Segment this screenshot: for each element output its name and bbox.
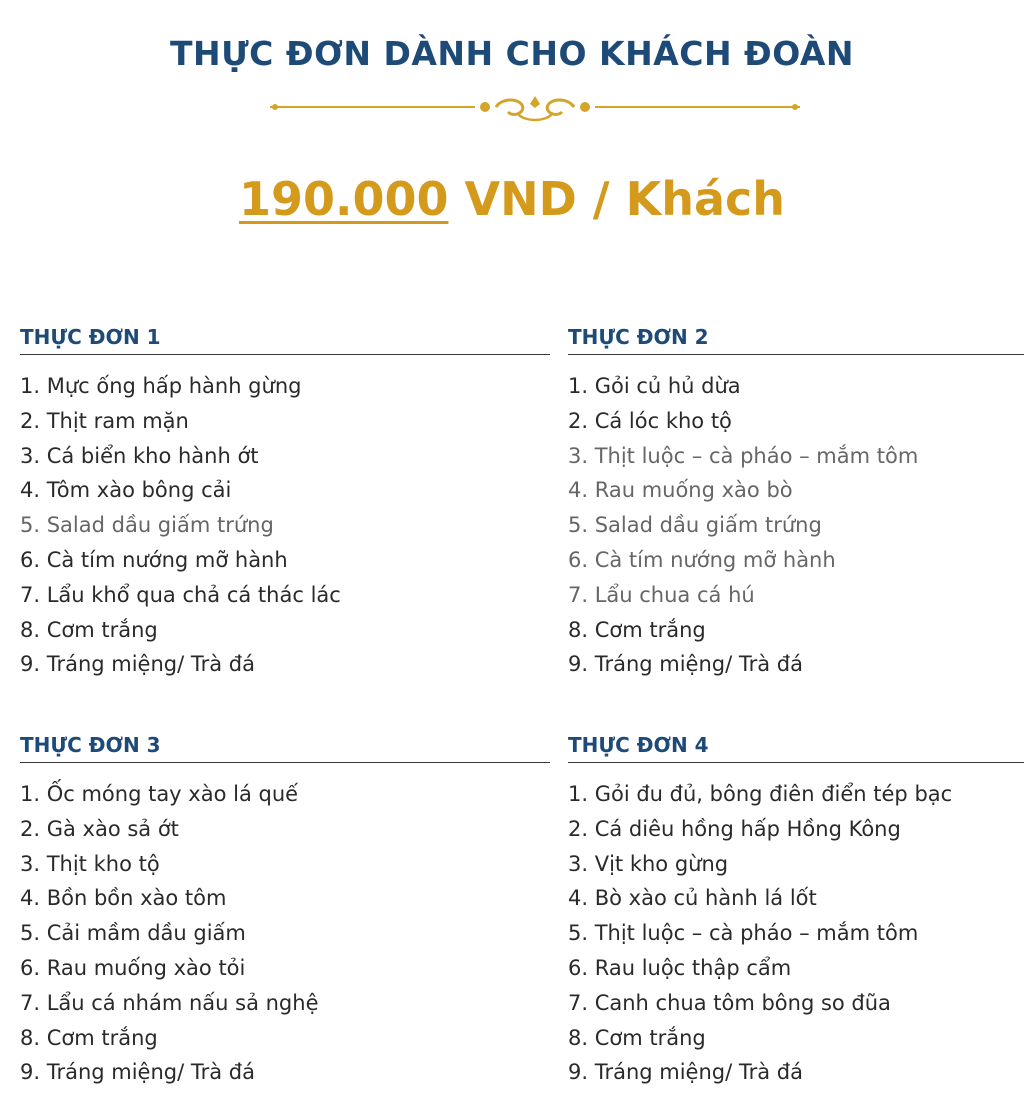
menu-heading: THỰC ĐƠN 2	[568, 325, 709, 349]
menu-item: 4. Bồn bồn xào tôm	[20, 886, 227, 911]
menu-item-list	[20, 369, 480, 682]
menu-item: 4. Rau muống xào bò	[568, 478, 793, 503]
menu-item: 5. Salad dầu giấm trứng	[20, 513, 274, 538]
menu-item: 9. Tráng miệng/ Trà đá	[20, 1060, 255, 1085]
menu-item: 1. Ốc móng tay xào lá quế	[20, 782, 299, 806]
menu-item: 8. Cơm trắng	[20, 617, 158, 642]
menu-item: 8. Cơm trắng	[20, 1025, 158, 1050]
price-amount: 190.000	[238, 172, 449, 226]
menu-item: 9. Tráng miệng/ Trà đá	[20, 652, 255, 677]
menu-item-list	[568, 369, 1024, 682]
menu-1	[20, 320, 480, 682]
menu-item: 6. Rau muống xào tỏi	[20, 955, 246, 980]
menu-heading: THỰC ĐƠN 1	[20, 325, 161, 349]
menu-item: 9. Tráng miệng/ Trà đá	[568, 652, 803, 677]
menu-item: 3. Thịt luộc – cà pháo – mắm tôm	[568, 443, 919, 468]
menu-3	[20, 728, 480, 1090]
menu-item: 1. Gỏi củ hủ dừa	[568, 374, 741, 398]
price-suffix: VND / Khách	[448, 172, 786, 226]
menu-item: 7. Lẩu chua cá hú	[568, 582, 755, 607]
menu-item: 5. Thịt luộc – cà pháo – mắm tôm	[568, 921, 919, 946]
menu-item: 8. Cơm trắng	[568, 1025, 706, 1050]
menu-item: 4. Tôm xào bông cải	[20, 478, 232, 503]
menu-divider	[568, 762, 1024, 763]
menu-item: 1. Mực ống hấp hành gừng	[20, 374, 302, 398]
menu-4	[568, 728, 1024, 1090]
menu-divider	[20, 762, 550, 763]
menu-divider	[20, 354, 550, 355]
menu-item: 6. Cà tím nướng mỡ hành	[20, 547, 288, 572]
menu-item: 2. Thịt ram mặn	[20, 408, 189, 433]
menu-item: 5. Cải mầm dầu giấm	[20, 921, 246, 946]
menu-item: 5. Salad dầu giấm trứng	[568, 513, 822, 538]
page-title: THỰC ĐƠN DÀNH CHO KHÁCH ĐOÀN	[169, 34, 855, 73]
menu-item: 7. Canh chua tôm bông so đũa	[568, 990, 891, 1015]
menu-item: 8. Cơm trắng	[568, 617, 706, 642]
menu-item: 6. Cà tím nướng mỡ hành	[568, 547, 836, 572]
menu-item: 3. Thịt kho tộ	[20, 851, 160, 876]
price-per-guest	[0, 172, 1024, 226]
gold-ornament-divider	[270, 90, 800, 130]
menu-item: 4. Bò xào củ hành lá lốt	[568, 886, 817, 911]
menu-heading: THỰC ĐƠN 3	[20, 733, 161, 757]
menu-item-list	[20, 777, 480, 1090]
menu-2	[568, 320, 1024, 682]
menu-divider	[568, 354, 1024, 355]
menu-item: 2. Gà xào sả ớt	[20, 816, 179, 841]
menu-item: 2. Cá diêu hồng hấp Hồng Kông	[568, 816, 901, 841]
menu-item: 7. Lẩu cá nhám nấu sả nghệ	[20, 990, 319, 1015]
menu-item-list	[568, 777, 1024, 1090]
menu-item: 1. Gỏi đu đủ, bông điên điển tép bạc	[568, 782, 953, 806]
menu-item: 9. Tráng miệng/ Trà đá	[568, 1060, 803, 1085]
menu-item: 7. Lẩu khổ qua chả cá thác lác	[20, 582, 341, 607]
menu-item: 3. Vịt kho gừng	[568, 851, 729, 876]
menu-item: 2. Cá lóc kho tộ	[568, 408, 732, 433]
menu-item: 6. Rau luộc thập cẩm	[568, 955, 792, 980]
menu-item: 3. Cá biển kho hành ớt	[20, 443, 259, 468]
menu-heading: THỰC ĐƠN 4	[568, 733, 709, 757]
